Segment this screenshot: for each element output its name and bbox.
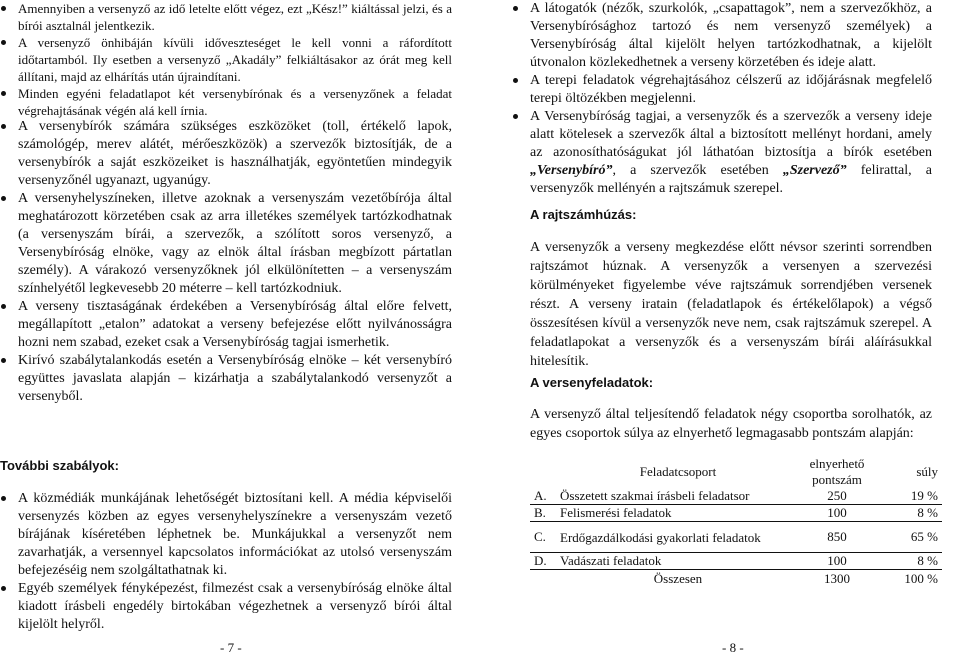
bullet-icon: [1, 496, 6, 501]
list-item: A versenybírók számára szükséges eszközöket (toll, értékelő lapok, számológép, merev alátét, mérőeszközök) a szervezők biztosítják, de a versenybírók a saját eszközeiket is használhatják, egyöntetűen mindegyik versenyzőnél ugyanazt, ugyanúgy.: [0, 118, 452, 190]
section-heading-tasks: A versenyfeladatok:: [530, 375, 654, 390]
bullet-icon: [1, 358, 6, 363]
table-row: C. Erdőgazdálkodási gyakorlati feladatok 850 65 %: [530, 522, 942, 553]
list-item: Egyéb személyek fényképezést, filmezést csak a versenybíróság elnöke által kiadott írásbeli engedély birtokában végezhetnek a versenyző bírói által kijelölt helyről.: [0, 580, 452, 634]
bullet-icon: [1, 6, 6, 11]
bullet-icon: [1, 40, 6, 45]
bullet-icon: [513, 6, 518, 11]
header-points: elnyerhető pontszám: [809, 456, 865, 487]
bullet-icon: [513, 114, 518, 119]
bullet-icon: [1, 586, 6, 591]
rules-list-top: [0, 0, 452, 119]
list-item: A terepi feladatok végrehajtásához célszerű az időjárásnak megfelelő terepi öltözékben megjelenni.: [512, 72, 932, 108]
bullet-icon: [513, 78, 518, 83]
table-row: D. Vadászati feladatok 100 8 %: [530, 553, 942, 570]
section-heading-draw: A rajtszámhúzás:: [530, 207, 637, 222]
bullet-icon: [1, 304, 6, 309]
list-item: Amennyiben a versenyző az idő letelte előtt végez, ezt „Kész!” kiáltással jelzi, és a bírói asztalnál jelentkezik.: [0, 0, 452, 34]
task-weight-table: [530, 456, 942, 588]
page-number: - 7 -: [220, 640, 242, 655]
list-item: A Versenybíróság tagjai, a versenyzők és a szervezők a verseny ideje alatt kötelesek a szervezők által a biztosított mellényt hordani, amely az azonosíthatóságukat jól láthatóan biztosítja a bírók esetében „Versenybíró”, a szervezők esetében „Szervező” felirattal, a versenyzők mellényén a rajtszámuk szerepel.: [512, 108, 932, 198]
bullet-icon: [1, 91, 6, 96]
label-versenybiro: „Versenybíró”: [530, 163, 613, 178]
bullet-icon: [1, 124, 6, 129]
table-row: A. Összetett szakmai írásbeli feladatsor 250 19 %: [530, 488, 942, 505]
list-item: A versenyhelyszíneken, illetve azoknak a versenyszám vezetőbírója által meghatározott körzetében csak az arra illetékes személyek tartózkodhatnak (a versenyszám bírái, a szervezők, a szólított soros versenyző, a Versenybíróság elnöke, vagy az elnök által írásban megbízott pártatlan személy). A várakozó versenyzőknek jól elkülönítetten – a versenyszám színhelyétől legkevesebb 20 méterre – kell tartózkodniuk.: [0, 190, 452, 298]
table-row: B. Felismerési feladatok 100 8 %: [530, 505, 942, 522]
list-item: Kirívó szabálytalankodás esetén a Versenybíróság elnöke – két versenybíró együttes javaslata alapján – kizárhatja a szabálytalankodó versenyzőt a versenyből.: [0, 352, 452, 406]
list-item: Minden egyéni feladatlapot két versenybírónak és a versenyzőnek a feladat végrehajtásának végén alá kell írnia.: [0, 85, 452, 119]
list-item: A verseny tisztaságának érdekében a Versenybíróság által előre felvett, megállapított „etalon” adatokat a verseny befejezése előtt nyilvánosságra hozni nem szabad, ezeket csak a Versenybíróság tagjai ismerhetik.: [0, 298, 452, 352]
header-task-group: Feladatcsoport: [639, 464, 717, 479]
paragraph-tasks: A versenyző által teljesítendő feladatok négy csoportba sorolhatók, az egyes csoportok súlya az elnyerhető legmagasabb pontszám alapján:: [530, 407, 932, 441]
list-item: A látogatók (nézők, szurkolók, „csapattagok”, nem a szervezőkhöz, a Versenybírósághoz tartozó és nem versenyző személyek) a Versenybíróság által kijelölt helyen tartózkodhatnak, a kijelölt útvonalon közlekedhetnek a verseny körzetében és ideje alatt.: [512, 0, 932, 72]
header-weight: súly: [916, 464, 938, 479]
page-number: - 8 -: [722, 640, 744, 655]
list-item: A közmédiák munkájának lehetőségét biztosítani kell. A média képviselői versenyzés közben az egyes versenyhelyszínekre a versenyszám vezető bírájának kíséretében léphetnek be. Munkájukkal a versenyzőt nem zavarhatják, a versennyel kapcsolatos információkat az utolsó versenyszám befejezéséig nem szolgáltathatnak ki.: [0, 490, 452, 580]
section-heading-further-rules: További szabályok:: [0, 458, 119, 473]
rules-list-further: [0, 490, 452, 634]
list-item: A versenyző önhibáján kívüli időveszteséget le kell vonni a ráfordított időtartamból. Ily esetben a versenyző „Akadály” felkiáltásakor az órát meg kell állítani, majd az elhárítás után újraindítani.: [0, 34, 452, 85]
table-header-row: [530, 456, 942, 488]
paragraph-draw: A versenyzők a verseny megkezdése előtt névsor szerinti sorrendben rajtszámot húznak. A versenyzők a versenyen a szervezési körülményeket figyelembe véve rajtszámuk sorrendjében versenek részt. A verseny iratain (feladatlapok és értékelőlapok) a végső összesítésen kívül a versenyzők neve nem, csak rajtszámuk szerepel. A feladatlapokat a versenyzők és a versenyszám bírái aláírásukkal hitelesítik.: [530, 240, 932, 369]
rules-list-main: [0, 118, 452, 406]
table-total-row: Összesen 1300 100 %: [653, 571, 938, 586]
rules-list-right: [512, 0, 932, 198]
label-szervezo: „Szervező”: [782, 163, 847, 178]
bullet-icon: [1, 196, 6, 201]
